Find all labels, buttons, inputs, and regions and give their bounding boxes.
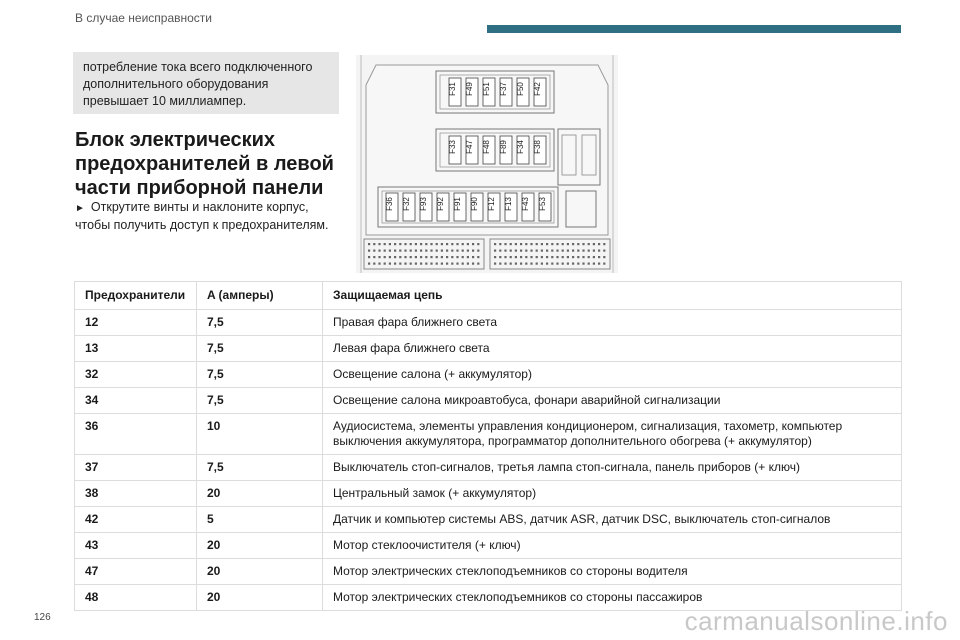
fuse-slot-f48 <box>482 136 495 164</box>
table-row <box>75 559 902 585</box>
fuse-slot-f31 <box>448 78 461 106</box>
column-header-amps: A (амперы) <box>197 282 323 310</box>
fuse-label: F34 <box>516 140 525 154</box>
cell-amps: 20 <box>197 559 323 585</box>
cell-amps: 7,5 <box>197 362 323 388</box>
cell-circuit: Мотор электрических стеклоподъемников со стороны водителя <box>323 559 902 585</box>
fuse-label: F89 <box>499 140 508 154</box>
cell-circuit: Аудиосистема, элементы управления кондиционером, сигнализация, тахометр, компьютер выключения аккумулятора, программатор дополнительного обогрева (+ аккумулятор) <box>323 414 902 455</box>
fuse-label: F50 <box>516 82 525 96</box>
cell-fuse: 13 <box>75 336 197 362</box>
fuse-slot-f47 <box>465 136 478 164</box>
fuse-slot-f38 <box>533 136 546 164</box>
cell-circuit: Левая фара ближнего света <box>323 336 902 362</box>
fuse-label: F33 <box>448 140 457 154</box>
fuse-slot-f13 <box>504 193 517 221</box>
fuse-label: F13 <box>504 197 513 211</box>
cell-amps: 7,5 <box>197 310 323 336</box>
fuse-slot-f90 <box>470 193 483 221</box>
fuse-label: F53 <box>538 197 547 211</box>
fuse-slot-f91 <box>453 193 466 221</box>
cell-circuit: Освещение салона (+ аккумулятор) <box>323 362 902 388</box>
cell-fuse: 12 <box>75 310 197 336</box>
fuse-label: F43 <box>521 197 530 211</box>
fuse-slot-f33 <box>448 136 461 164</box>
fuse-slot-f36 <box>385 193 398 221</box>
cell-circuit: Выключатель стоп-сигналов, третья лампа стоп-сигнала, панель приборов (+ ключ) <box>323 455 902 481</box>
fuse-label: F92 <box>436 197 445 211</box>
table-row <box>75 414 902 455</box>
table-row <box>75 481 902 507</box>
column-header-circuit: Защищаемая цепь <box>323 282 902 310</box>
cell-fuse: 48 <box>75 585 197 611</box>
fuse-slot-f49 <box>465 78 478 106</box>
cell-fuse: 34 <box>75 388 197 414</box>
cell-amps: 7,5 <box>197 388 323 414</box>
cell-amps: 7,5 <box>197 336 323 362</box>
fuse-label: F48 <box>482 140 491 154</box>
fuse-label: F47 <box>465 140 474 154</box>
page-number: 126 <box>34 612 51 623</box>
cell-amps: 5 <box>197 507 323 533</box>
fuse-table <box>74 281 902 611</box>
cell-circuit: Освещение салона микроавтобуса, фонари аварийной сигнализации <box>323 388 902 414</box>
cell-amps: 10 <box>197 414 323 455</box>
fuse-label: F49 <box>465 82 474 96</box>
fuse-slot-f50 <box>516 78 529 106</box>
cell-circuit: Датчик и компьютер системы ABS, датчик ASR, датчик DSC, выключатель стоп-сигналов <box>323 507 902 533</box>
fuse-slot-f43 <box>521 193 534 221</box>
instruction-text: Открутите винты и наклоните корпус, чтобы получить доступ к предохранителям. <box>75 200 329 232</box>
fuse-label: F38 <box>533 140 542 154</box>
fuse-label: F36 <box>385 197 394 211</box>
fuse-label: F37 <box>499 82 508 96</box>
cell-amps: 20 <box>197 481 323 507</box>
fuse-slot-f42 <box>533 78 546 106</box>
cell-circuit: Мотор электрических стеклоподъемников со стороны пассажиров <box>323 585 902 611</box>
fuse-label: F91 <box>453 197 462 211</box>
fuse-label: F90 <box>470 197 479 211</box>
fuse-label: F32 <box>402 197 411 211</box>
fuse-slot-f53 <box>538 193 551 221</box>
fuse-slot-f92 <box>436 193 449 221</box>
cell-amps: 20 <box>197 533 323 559</box>
fuse-box-diagram <box>356 55 618 273</box>
table-row <box>75 336 902 362</box>
triangle-bullet-icon: ► <box>75 203 85 214</box>
table-row <box>75 362 902 388</box>
cell-fuse: 36 <box>75 414 197 455</box>
fuse-label: F12 <box>487 197 496 211</box>
watermark: carmanualsonline.info <box>684 606 948 636</box>
cell-fuse: 32 <box>75 362 197 388</box>
cell-fuse: 47 <box>75 559 197 585</box>
fuse-label: F51 <box>482 82 491 96</box>
running-header: В случае неисправности <box>75 11 212 25</box>
fuse-label: F31 <box>448 82 457 96</box>
cell-amps: 20 <box>197 585 323 611</box>
fuse-slot-f89 <box>499 136 512 164</box>
fuse-slot-f93 <box>419 193 432 221</box>
cell-fuse: 43 <box>75 533 197 559</box>
fuse-label: F42 <box>533 82 542 96</box>
fuse-slot-f12 <box>487 193 500 221</box>
table-row <box>75 533 902 559</box>
table-row <box>75 388 902 414</box>
section-title: Блок электрических предохранителей в левой части приборной панели <box>75 129 334 199</box>
cell-fuse: 38 <box>75 481 197 507</box>
instruction <box>75 199 337 234</box>
table-row <box>75 310 902 336</box>
note-box: потребление тока всего подключенного дополнительного оборудования превышает 10 миллиампер. <box>73 52 339 114</box>
fuse-label: F93 <box>419 197 428 211</box>
cell-amps: 7,5 <box>197 455 323 481</box>
fuse-slot-f37 <box>499 78 512 106</box>
table-row <box>75 455 902 481</box>
cell-circuit: Правая фара ближнего света <box>323 310 902 336</box>
table-header-row <box>75 282 902 310</box>
cell-fuse: 37 <box>75 455 197 481</box>
header-rule <box>487 25 901 33</box>
cell-fuse: 42 <box>75 507 197 533</box>
fuse-slot-f34 <box>516 136 529 164</box>
table-row <box>75 507 902 533</box>
fuse-slot-f32 <box>402 193 415 221</box>
fuse-slot-f51 <box>482 78 495 106</box>
cell-circuit: Мотор стеклоочистителя (+ ключ) <box>323 533 902 559</box>
cell-circuit: Центральный замок (+ аккумулятор) <box>323 481 902 507</box>
column-header-fuses: Предохранители <box>75 282 197 310</box>
